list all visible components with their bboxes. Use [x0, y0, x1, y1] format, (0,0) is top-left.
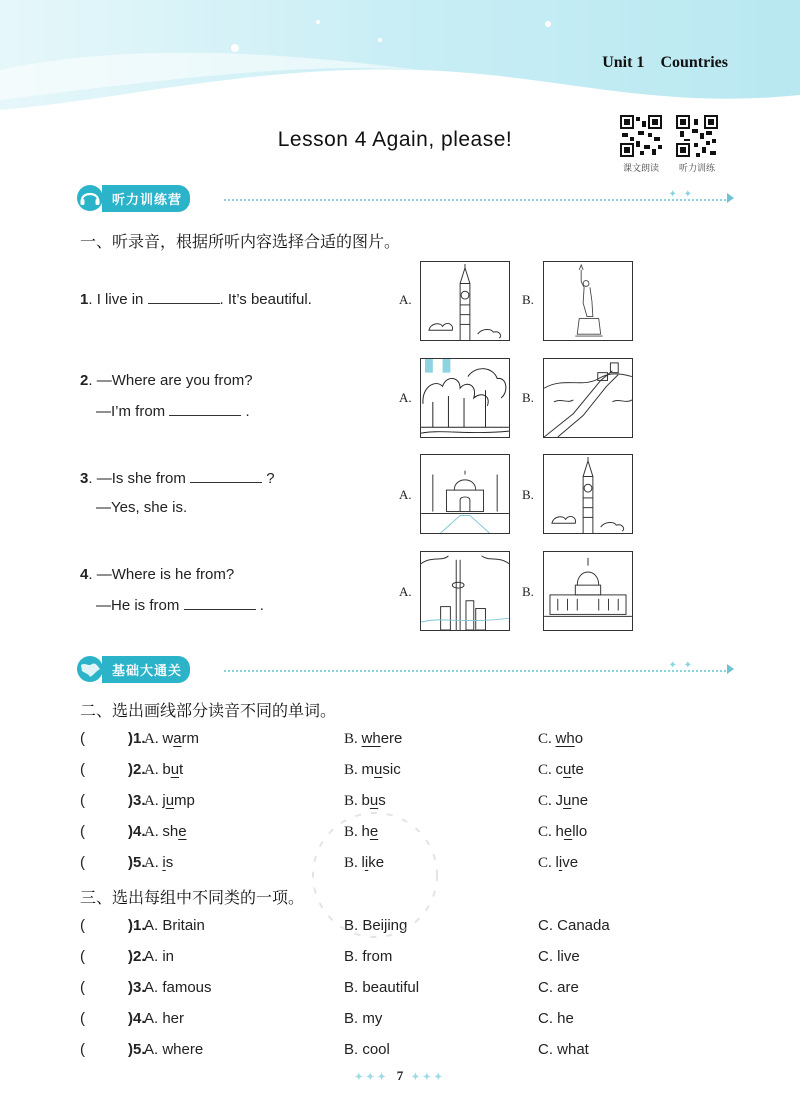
section-basics-header: 基础大通关 ✦ ✦	[74, 655, 734, 685]
question-2-line-2: —I’m from .	[96, 403, 250, 420]
option-b-label: B.	[522, 487, 534, 502]
answer-blank[interactable]	[184, 596, 256, 610]
picture-big-ben[interactable]	[543, 454, 633, 534]
classify-row: ( )4. A. her B. my C. he	[80, 1010, 574, 1027]
answer-paren-number[interactable]: )1.	[128, 730, 146, 747]
phonics-row: ( )3. A. jump B. bus C. June	[80, 792, 589, 809]
unit-header	[602, 54, 728, 72]
qr-listening[interactable]	[676, 115, 718, 174]
option-b-label: B.	[522, 292, 534, 307]
question-3-line-2: —Yes, she is.	[96, 499, 188, 516]
part1-title: 一、听录音，根据所听内容选择合适的图片。	[80, 232, 401, 251]
classify-row: ( )5. A. where B. cool C. what	[80, 1041, 589, 1058]
classify-row: ( )3. A. famous B. beautiful C. are	[80, 979, 579, 996]
answer-paren-number[interactable]: )1.	[128, 917, 146, 934]
qr-label: 听力训练	[678, 164, 715, 174]
qr-label: 课文朗读	[622, 164, 659, 174]
part3-title: 三、选出每组中不同类的一项。	[80, 888, 305, 907]
unit-topic: Countries	[660, 54, 728, 71]
picture-cn-tower[interactable]	[420, 551, 510, 631]
picture-great-wall[interactable]	[543, 358, 633, 438]
question-1: 1. I live in . It’s beautiful.	[80, 291, 312, 308]
page-number: ✦✦✦ 7 ✦✦✦	[354, 1068, 446, 1083]
option-a-label: A.	[399, 390, 412, 405]
qr-reading[interactable]	[620, 115, 662, 174]
option-a-label: A.	[399, 584, 412, 599]
part2-title: 二、选出画线部分读音不同的单词。	[80, 701, 337, 720]
picture-statue-of-liberty[interactable]	[543, 261, 633, 341]
phonics-row: ( )5. A. is B. like C. live	[80, 854, 579, 871]
picture-taj-mahal[interactable]	[420, 454, 510, 534]
answer-paren-number[interactable]: )5.	[128, 1041, 146, 1058]
classify-row: ( )1. A. Britain B. Beijing C. Canada	[80, 917, 610, 934]
picture-big-ben[interactable]	[420, 261, 510, 341]
question-2-line-1: 2. —Where are you from?	[80, 372, 253, 389]
question-3-line-1: 3. —Is she from ?	[80, 470, 275, 487]
section-badge: 基础大通关	[102, 656, 190, 683]
arrow-right-icon	[727, 664, 734, 674]
arrow-right-icon	[727, 193, 734, 203]
lesson-title: Lesson 4 Again, please!	[277, 128, 513, 151]
classify-row: ( )2. A. in B. from C. live	[80, 948, 580, 965]
answer-blank[interactable]	[169, 402, 241, 416]
section-badge: 听力训练营	[102, 185, 190, 212]
option-a-label: A.	[399, 292, 412, 307]
answer-paren-number[interactable]: )5.	[128, 854, 146, 871]
option-b-label: B.	[522, 584, 534, 599]
section-listening-header: 听力训练营 ✦ ✦	[74, 184, 734, 214]
question-4-line-1: 4. —Where is he from?	[80, 566, 235, 583]
answer-paren-number[interactable]: )3.	[128, 979, 146, 996]
picture-capitol[interactable]	[543, 551, 633, 631]
phonics-row: ( )4. A. she B. he C. hello	[80, 823, 588, 840]
answer-paren-number[interactable]: )3.	[128, 792, 146, 809]
phonics-row: ( )2. A. but B. music C. cute	[80, 761, 584, 778]
qr-code-icon	[676, 115, 718, 157]
option-b-label: B.	[522, 390, 534, 405]
answer-paren-number[interactable]: )4.	[128, 823, 146, 840]
answer-blank[interactable]	[190, 469, 262, 483]
option-a-label: A.	[399, 487, 412, 502]
qr-code-icon	[620, 115, 662, 157]
answer-paren-number[interactable]: )4.	[128, 1010, 146, 1027]
answer-paren-number[interactable]: )2.	[128, 948, 146, 965]
answer-blank[interactable]	[148, 290, 220, 304]
stamp-watermark	[300, 800, 450, 950]
phonics-row: ( )1. A. warm B. where C. who	[80, 730, 584, 747]
question-4-line-2: —He is from .	[96, 597, 264, 614]
picture-maple-forest[interactable]	[420, 358, 510, 438]
unit-label: Unit 1	[602, 54, 645, 71]
answer-paren-number[interactable]: )2.	[128, 761, 146, 778]
